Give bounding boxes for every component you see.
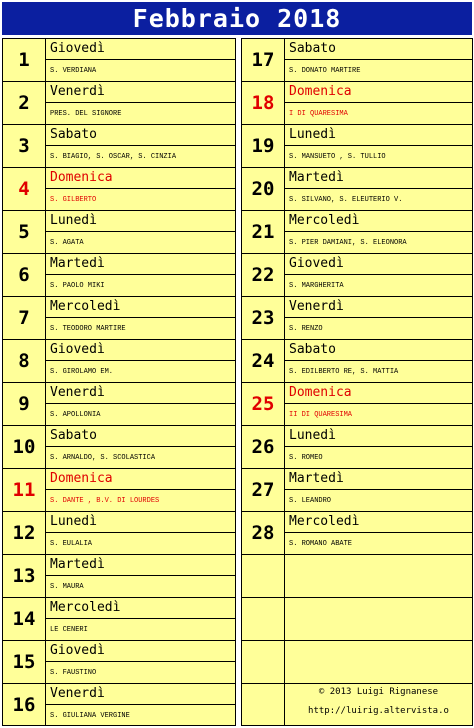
copyright-text: © 2013 Luigi Rignanese	[318, 687, 439, 697]
saint-name: S. ROMANO ABATE	[289, 539, 353, 548]
day-row	[242, 641, 472, 684]
weekday-name: Venerdì	[46, 684, 235, 705]
saint-name: S. EULALIA	[50, 539, 93, 548]
day-number: 20	[242, 168, 285, 210]
day-number: 2	[3, 82, 46, 124]
day-number: 13	[3, 555, 46, 597]
day-row	[242, 426, 472, 469]
weekday-name: Mercoledì	[46, 297, 235, 318]
day-number: 11	[3, 469, 46, 511]
saint-name: S. DANTE , B.V. DI LOURDES	[50, 496, 160, 505]
day-number: 18	[242, 82, 285, 124]
saint-name: S. MARGHERITA	[289, 281, 344, 290]
saint-name: S. RENZO	[289, 324, 323, 333]
weekday-name: Venerdì	[46, 82, 235, 103]
day-row	[242, 469, 472, 512]
weekday-name: Mercoledì	[285, 211, 472, 232]
weekday-name: Martedì	[285, 168, 472, 189]
saint-name: S. FAUSTINO	[50, 668, 97, 677]
saint-name: S. MANSUETO , S. TULLIO	[289, 152, 386, 161]
day-row	[242, 211, 472, 254]
day-row	[3, 598, 235, 641]
weekday-name: Martedì	[46, 555, 235, 576]
weekday-name: Lunedì	[285, 426, 472, 447]
weekday-name: Giovedì	[285, 254, 472, 275]
weekday-name: Venerdì	[46, 383, 235, 404]
day-number: 24	[242, 340, 285, 382]
day-row	[242, 168, 472, 211]
saint-name: S. APOLLONIA	[50, 410, 101, 419]
day-row	[242, 598, 472, 641]
day-row	[3, 168, 235, 211]
day-number: 17	[242, 39, 285, 81]
day-row	[3, 82, 235, 125]
saint-name: II DI QUARESIMA	[289, 410, 353, 419]
saint-name: S. LEANDRO	[289, 496, 332, 505]
day-number	[242, 555, 285, 597]
day-row	[242, 512, 472, 555]
weekday-name: Martedì	[285, 469, 472, 490]
saint-name: S. VERDIANA	[50, 66, 97, 75]
day-number: 25	[242, 383, 285, 425]
day-number: 15	[3, 641, 46, 683]
saint-name: S. TEODORO MARTIRE	[50, 324, 126, 333]
day-number	[242, 598, 285, 640]
day-row	[242, 125, 472, 168]
weekday-name: Lunedì	[285, 125, 472, 146]
weekday-name: Domenica	[285, 383, 472, 404]
weekday-name: Lunedì	[46, 512, 235, 533]
day-row	[242, 297, 472, 340]
calendar-title: Febbraio 2018	[2, 2, 472, 35]
weekday-name: Venerdì	[285, 297, 472, 318]
saint-name: S. SILVANO, S. ELEUTERIO V.	[289, 195, 403, 204]
weekday-name: Domenica	[46, 469, 235, 490]
weekday-name: Martedì	[46, 254, 235, 275]
day-row	[242, 82, 472, 125]
day-row	[3, 469, 235, 512]
saint-name: S. EDILBERTO RE, S. MATTIA	[289, 367, 399, 376]
day-number: 10	[3, 426, 46, 468]
day-number: 27	[242, 469, 285, 511]
saint-name: S. GIULIANA VERGINE	[50, 711, 130, 720]
day-row	[242, 254, 472, 297]
day-number: 6	[3, 254, 46, 296]
right-column	[241, 38, 473, 726]
saint-name: S. BIAGIO, S. OSCAR, S. CINZIA	[50, 152, 177, 161]
day-row	[3, 254, 235, 297]
day-row	[3, 125, 235, 168]
day-number: 14	[3, 598, 46, 640]
day-number: 8	[3, 340, 46, 382]
saint-name: S. GIROLAMO EM.	[50, 367, 114, 376]
weekday-name: Giovedì	[46, 641, 235, 662]
day-number: 12	[3, 512, 46, 554]
day-number	[242, 684, 285, 726]
day-row	[3, 39, 235, 82]
weekday-name: Domenica	[285, 82, 472, 103]
day-number: 4	[3, 168, 46, 210]
weekday-name: Mercoledì	[285, 512, 472, 533]
day-row	[3, 383, 235, 426]
day-number: 19	[242, 125, 285, 167]
day-number: 3	[3, 125, 46, 167]
day-row	[3, 211, 235, 254]
weekday-name: Lunedì	[46, 211, 235, 232]
day-number: 28	[242, 512, 285, 554]
day-row	[3, 512, 235, 555]
day-number: 5	[3, 211, 46, 253]
weekday-name: Giovedì	[46, 340, 235, 361]
website-url: http://luirig.altervista.o	[308, 706, 449, 716]
day-row	[242, 340, 472, 383]
weekday-name: Sabato	[46, 125, 235, 146]
day-number: 16	[3, 684, 46, 726]
weekday-name: Sabato	[285, 340, 472, 361]
day-row	[3, 641, 235, 684]
day-number: 9	[3, 383, 46, 425]
weekday-name: Giovedì	[46, 39, 235, 60]
saint-name: I DI QUARESIMA	[289, 109, 348, 118]
weekday-name: Sabato	[46, 426, 235, 447]
day-number: 22	[242, 254, 285, 296]
saint-name: S. ARNALDO, S. SCOLASTICA	[50, 453, 156, 462]
day-row	[242, 383, 472, 426]
day-row	[242, 555, 472, 598]
saint-name: S. MAURA	[50, 582, 84, 591]
saint-name: S. PAOLO MIKI	[50, 281, 105, 290]
day-row	[3, 555, 235, 598]
day-number	[242, 641, 285, 683]
saint-name: S. AGATA	[50, 238, 84, 247]
day-number: 21	[242, 211, 285, 253]
saint-name: LE CENERI	[50, 625, 88, 634]
saint-name: S. ROMEO	[289, 453, 323, 462]
day-row	[3, 684, 235, 726]
weekday-name: Sabato	[285, 39, 472, 60]
day-number: 26	[242, 426, 285, 468]
weekday-name: Mercoledì	[46, 598, 235, 619]
day-row	[242, 39, 472, 82]
saint-name: PRES. DEL SIGNORE	[50, 109, 122, 118]
day-row	[3, 426, 235, 469]
weekday-name: Domenica	[46, 168, 235, 189]
left-column	[2, 38, 236, 726]
day-number: 1	[3, 39, 46, 81]
day-row	[3, 340, 235, 383]
day-row	[3, 297, 235, 340]
saint-name: S. PIER DAMIANI, S. ELEONORA	[289, 238, 407, 247]
saint-name: S. GILBERTO	[50, 195, 97, 204]
day-number: 23	[242, 297, 285, 339]
saint-name: S. DONATO MARTIRE	[289, 66, 361, 75]
day-number: 7	[3, 297, 46, 339]
